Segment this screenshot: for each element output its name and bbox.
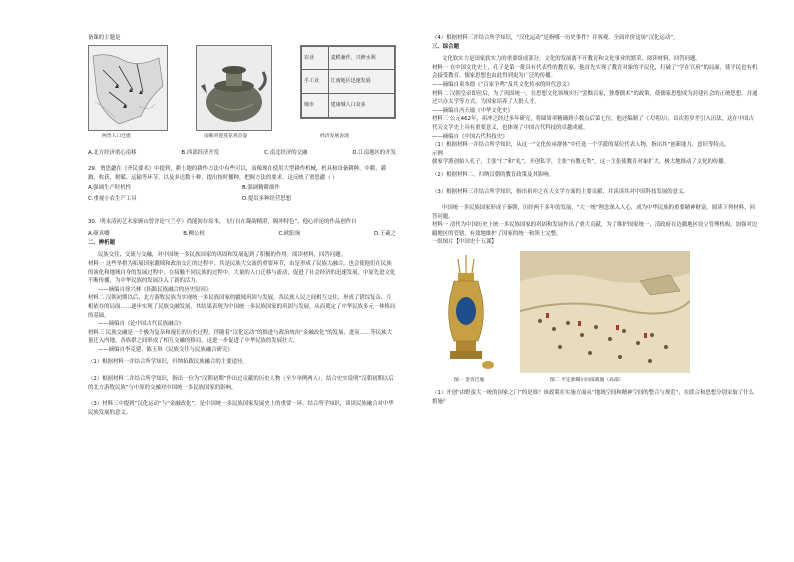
option-c[interactable]: C.南北经济的交融 xyxy=(264,149,308,156)
question-intro: 备课的主题是 xyxy=(88,35,121,41)
figure-row xyxy=(88,45,396,137)
option-b[interactable]: B.西部经济开发 xyxy=(181,149,220,156)
figure-caption: 图一 金奔巴瓶 xyxy=(454,378,485,384)
question-29: 29．贾思勰在《齐民要术》中提到，耕土地的耕作方法中有些可以，而像现在使用大型耕作机械，机具和设备耕种、中耕、灌溉、收获、税赋、运输等环节，以及多达数十种，提出按时播种，把握方法的要求。这反映了贾思勰（ ） xyxy=(88,166,386,181)
option-c[interactable]: C.重视小农生产工具 xyxy=(88,195,137,202)
figure-caption: 经济发展表现 xyxy=(320,133,349,139)
option-b[interactable]: B.强调精耕细作 xyxy=(242,185,280,192)
answer-options xyxy=(88,149,396,158)
figure-caption: 图二 平定准噶尔回部战图（局部） xyxy=(550,378,624,384)
option-a[interactable]: A.颜真卿 xyxy=(88,231,110,238)
table-cell: 麦稻兼作，兴修水利 xyxy=(328,46,394,70)
material-two: 材料二 汉朝初期以后，北方游牧民族为实现统一多民族国家的疆域巩固与发展，各民族人民之间相互交往，形成了错综复杂、互相依存的局面……逐步实现了民族交融发展，其结果表现为中国统一多民族国家的巩固与发展，从而奠定了中华民族多元一体格局的基础。 xyxy=(88,295,396,319)
table-cell: 手工业 xyxy=(302,70,329,94)
option-d[interactable]: D.江南地区的开发 xyxy=(352,149,396,156)
paragraph: 民族交往、交流与交融，对中国统一多民族国家的巩固和发展起到了积极的作用。阅读材料，回答问题。 xyxy=(98,252,346,259)
figure-row xyxy=(432,251,758,389)
economy-table xyxy=(300,45,396,119)
section-heading: 二、辨析题 xyxy=(88,239,115,246)
material-one: 材料一 在中国文化史上，孔子是第一批具有代表性的教育家，他首先实现了教育对象的平民化，打破了“学在官府”的局面，使平民也有机会接受教育，儒家思想也由此得到更为广泛的传播。 xyxy=(432,64,758,80)
subquestion: （1）根据材料一并结合所学知识，从这一“文化传承群体”中任选一个学派的某位代表人物，指出其“创新能力、意识等特点。 xyxy=(432,142,730,149)
material-one: 材料一 清代为中国历史上统一多民族国家的巩固和发展作出了重大贡献，为了维护国家统一，清政府在边疆地区设立管理机构，加强对边疆地区的管辖，有效地维护了国家的统一和领土完整。 xyxy=(432,222,758,237)
option-b[interactable]: B.柳公权 xyxy=(183,231,205,238)
table-cell: 农业 xyxy=(302,46,329,70)
figure-caption: 两晋人口迁徙 xyxy=(102,133,131,139)
material-one: 材料一 这些举措为拓展国家疆域和政治交汇的过程中，其是民族大交流的重要环节，由是形成了民族大融合，也会使他们在民族的演化和地域自身的发展过程中，在接触不同民族的过程中，大量的人口迁移与流动，促进了社会经济的迅速发展，中原先进文化不断传播，为中华民族的发展注入了新的活力。 xyxy=(88,260,396,285)
option-a[interactable]: A.北方经济重心南移 xyxy=(88,149,137,156)
battle-painting-image xyxy=(520,251,690,373)
material-source: ——摘编自徐兴林《拓跋民族融合的历史原因》 xyxy=(98,286,212,293)
material-source: ——摘编自冯天瑜《中华文化史》 xyxy=(432,107,513,114)
material-three: 材料三 公元462年，祖冲之经过多年研究，将圆周率精确到小数点后第七位，他还编制了《大明历》，首次将岁差引入历法，这在中国古代天文学史上具有重要意义，也体现了中国古代科技的卓越成就。 xyxy=(432,116,754,131)
golden-urn-image xyxy=(438,251,494,373)
example-text: 儒家学派创始人孔子，主张“仁”和“礼”，开创私学，主张“有教无类”，这一主张使教育对象扩大，极大地推动了文化的传播。 xyxy=(432,159,730,166)
subquestion: （3）根据材料三并结合所学知识，指出祖冲之在天文学方面的主要贡献，并谈谈其对中国科技发展的意义。 xyxy=(432,188,689,195)
answer-options xyxy=(88,230,396,239)
material-two: 材料二 汉朝皇帝即位后，为了巩固统一，在思想文化领域实行“罢黜百家，独尊儒术”的政策，使儒家思想成为封建社会的正统思想，并通过兴办太学等方式，为国家培养了大批人才。 xyxy=(432,90,758,106)
table-cell: 江南地区迅速发展 xyxy=(328,70,394,94)
figure-caption: 南朝青瓷莲花鸡首壶 xyxy=(204,133,248,139)
option-a[interactable]: A.强调生产时机性 xyxy=(88,185,132,192)
subquestion: （1）根据材料一并结合所学知识，归纳拓跋民族融合的主要途径。 xyxy=(88,359,248,366)
subquestion: （4）根据材料三并结合所学知识，“汉化运动”是指哪一历史事件？并客观、全面评价这场“汉化运动”。 xyxy=(432,35,679,41)
paragraph: 文化软实力是国家软实力的重要组成部分，文化的发展离不开教育和文化事业的繁荣，阅读材料，回答问题。 xyxy=(442,56,701,63)
material-source: ——摘编自《中国古代科技史》 xyxy=(432,133,508,140)
paragraph: 中国统一多民族国家形成于秦朝，历经两千多年的发展，“大一统”理念深入人心，成为中华民族的重要精神财富。阅读下列材料，回答问题。 xyxy=(432,205,755,220)
material-source: ——摘编自《论中国古代民族融合》 xyxy=(98,321,185,328)
section-heading: 三、综合题 xyxy=(432,43,459,50)
answer-options xyxy=(88,195,396,204)
example-label: 示例 xyxy=(432,150,443,157)
subquestion: （2）根据材料二，归纳汉朝的教育政策及其影响。 xyxy=(432,171,555,178)
table-cell: 城市 xyxy=(302,93,329,117)
option-d[interactable]: D.王羲之 xyxy=(373,231,396,238)
right-column xyxy=(432,34,758,406)
question-30: 30．明末清初艺术家顾山曾评论“《兰亭》尚能间存原本，飞行自在凝韵精湛，隔冲特色”。他心评论的作品创作自 xyxy=(88,218,357,225)
subquestion: （1）开创“由野蛮大一统的国家之门”的是谁？该政策在实施方面从“地域空间和精神空间的整合与规范”，在联合和思想分别采取了什么措施？ xyxy=(432,390,754,405)
material-source: ——摘编自童本德《“百家争鸣”及其文化传承的时代意义》 xyxy=(432,81,573,88)
material-source: ——摘编自李克建、陈玉屏《民族交往与民族融合研究》 xyxy=(98,346,233,353)
migration-map-image xyxy=(88,45,168,131)
answer-options xyxy=(88,184,396,193)
celadon-ewer-image xyxy=(196,45,272,131)
option-c[interactable]: C.欧阳询 xyxy=(278,231,301,238)
picture-intro: 一组图片【中国史十五课】 xyxy=(432,239,497,246)
subquestion: （3）材料三中提到“汉化运动”与“金融改化”，是中国统一多民族国家发展史上的重要一环。结合所学知识，谈谈民族融合对中华民族发展的意义。 xyxy=(88,401,394,416)
option-d[interactable]: D.提出多种经营思想 xyxy=(242,195,291,202)
material-three: 材料三 民族交融是一个极为复杂和漫长的历史过程，伴随着“汉化运动”的推进与政治统治“金融改化”的发展，进而……等民族大量迁入内地，各族群之间形成了相互交融的格局，这进一步促进了中华民族的发展壮大。 xyxy=(88,329,392,345)
table-cell: 建康城人口众多 xyxy=(328,93,394,117)
left-column xyxy=(88,34,396,417)
subquestion: （2）根据材料二并结合所学知识，指出一位为“汉朝初期”作出过贡献的历史人物（至少举例两人）。结合史实说明“汉朝初期以后的北方游牧民族”与中原的交融对中国统一多民族国家的影响。 xyxy=(88,376,394,391)
